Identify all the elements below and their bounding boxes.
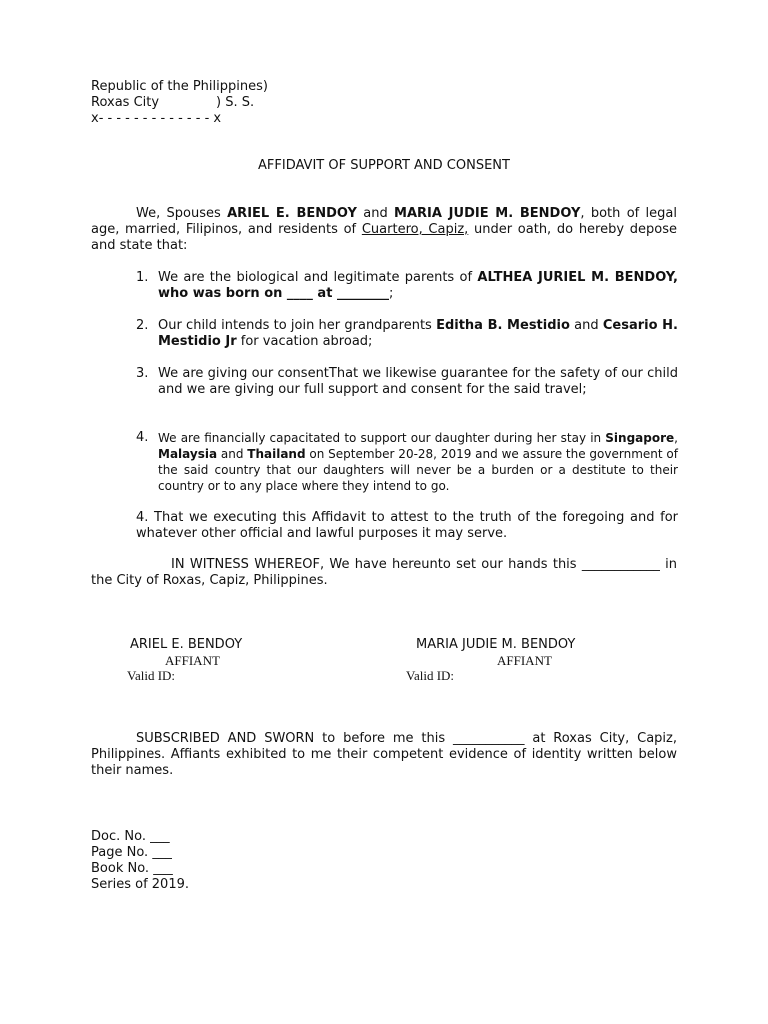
signatory-2-role: AFFIANT xyxy=(497,653,552,668)
signatory-1-role: AFFIANT xyxy=(165,653,220,668)
grandparent-2: Cesario H. Mestidio Jr xyxy=(158,318,678,349)
signatory-2-id: Valid ID: xyxy=(406,668,455,683)
country-thailand: Thailand xyxy=(247,447,306,461)
item-4-number: 4. xyxy=(136,430,149,445)
document-title: AFFIDAVIT OF SUPPORT AND CONSENT xyxy=(258,158,510,173)
item-4-lead: We are financially capacitated to support our daughter during her stay in xyxy=(158,431,606,445)
intro-paragraph xyxy=(91,206,677,254)
item-1-text xyxy=(158,270,678,302)
subscribed-paragraph: SUBSCRIBED AND SWORN to before me this ___________ at Roxas City, Capiz, Philippines. Affiants exhibited to me their competent evidence of identity written below their names. xyxy=(91,731,677,778)
item-4-text xyxy=(158,430,678,494)
item-3-text: We are giving our consentThat we likewise guarantee for the safety of our child and we are giving our full support and consent for the said travel; xyxy=(158,366,678,397)
item-4-comma: , xyxy=(674,431,678,445)
spouse-name-1: ARIEL E. BENDOY xyxy=(227,206,357,221)
notary-page-no: Page No. ___ xyxy=(91,845,172,860)
notary-book-no: Book No. ___ xyxy=(91,861,173,876)
item-4b-text: 4. That we executing this Affidavit to attest to the truth of the foregoing and for whatever other official and lawful purposes it may serve. xyxy=(136,510,678,541)
grandparent-1: Editha B. Mestidio xyxy=(436,318,570,333)
intro-text-2: and xyxy=(356,206,395,221)
item-2-lead: Our child intends to join her grandparents xyxy=(158,318,437,333)
item-1-end: ; xyxy=(388,286,394,301)
item-2-number: 2. xyxy=(136,318,149,333)
item-2-end: for vacation abroad; xyxy=(236,334,373,349)
item-2-and: and xyxy=(569,318,603,333)
child-name: ALTHEA JURIEL M. BENDOY, who was born on ____ at ________ xyxy=(158,270,678,301)
item-3-number: 3. xyxy=(136,366,149,381)
item-4-and: and xyxy=(217,447,248,461)
item-2-text xyxy=(158,318,678,350)
intro-text-1: We, Spouses xyxy=(136,206,228,221)
intro-text-3: , both of legal age, married, Filipinos, and residents of xyxy=(91,206,677,237)
spouse-name-2: MARIA JUDIE M. BENDOY xyxy=(394,206,581,221)
item-1-number: 1. xyxy=(136,270,149,285)
country-malaysia: Malaysia xyxy=(158,447,218,461)
intro-text-4: under oath, do hereby depose and state that: xyxy=(91,222,677,253)
notary-series: Series of 2019. xyxy=(91,877,189,892)
signatory-1-name: ARIEL E. BENDOY xyxy=(130,637,243,652)
residence-place: Cuartero, Capiz, xyxy=(361,222,469,237)
item-4-end: on September 20-28, 2019 and we assure the government of the said country that our daughters will never be a burden or a destitute to their country or to any place where they intend to go. xyxy=(158,447,678,493)
header-ss: ) S. S. xyxy=(216,95,255,110)
signatory-1-id: Valid ID: xyxy=(127,668,176,683)
item-1-lead: We are the biological and legitimate parents of xyxy=(158,270,478,285)
header-separator: x- - - - - - - - - - - - - x xyxy=(91,111,222,126)
header-city: Roxas City xyxy=(91,95,160,110)
country-singapore: Singapore xyxy=(605,431,675,445)
header-republic: Republic of the Philippines) xyxy=(91,79,268,94)
witness-paragraph: IN WITNESS WHEREOF, We have hereunto set our hands this ____________ in the City of Roxas, Capiz, Philippines. xyxy=(91,557,677,588)
notary-doc-no: Doc. No. ___ xyxy=(91,829,170,844)
signatory-2-name: MARIA JUDIE M. BENDOY xyxy=(416,637,576,652)
